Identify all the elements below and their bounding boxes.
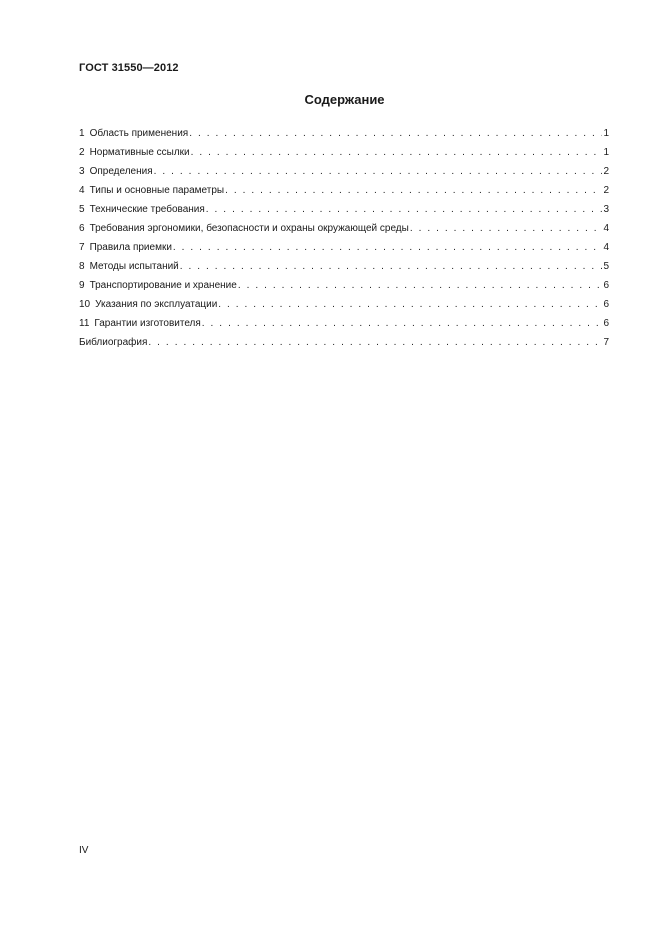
toc-entry-title: Область применения bbox=[89, 128, 189, 139]
toc-entry[interactable] bbox=[79, 162, 609, 181]
toc-entry[interactable] bbox=[79, 295, 609, 314]
toc-entry-number: 7 bbox=[79, 242, 85, 253]
dot-leader bbox=[206, 200, 603, 219]
dot-leader bbox=[225, 181, 602, 200]
toc-entry-number: 9 bbox=[79, 280, 85, 291]
toc-entry-number: 4 bbox=[79, 185, 85, 196]
toc-entry-title: Правила приемки bbox=[89, 242, 172, 253]
toc-entry-number: 10 bbox=[79, 299, 91, 310]
dot-leader bbox=[238, 276, 603, 295]
toc-entry-title: Транспортирование и хранение bbox=[89, 280, 237, 291]
toc-entry-page: 6 bbox=[603, 299, 609, 310]
page-number: IV bbox=[79, 845, 89, 856]
toc-entry-page: 1 bbox=[603, 147, 609, 158]
toc-entry-number: 6 bbox=[79, 223, 85, 234]
toc-entry-page: 2 bbox=[603, 185, 609, 196]
toc-entry[interactable] bbox=[79, 314, 609, 333]
toc-entry-page: 6 bbox=[603, 318, 609, 329]
toc-entry[interactable] bbox=[79, 219, 609, 238]
toc-entry-page: 5 bbox=[603, 261, 609, 272]
dot-leader bbox=[218, 295, 602, 314]
toc-entry[interactable] bbox=[79, 124, 609, 143]
toc-entry-bibliography[interactable] bbox=[79, 333, 609, 352]
toc-entry[interactable] bbox=[79, 200, 609, 219]
toc-entry[interactable] bbox=[79, 143, 609, 162]
dot-leader bbox=[173, 238, 603, 257]
document-code: ГОСТ 31550—2012 bbox=[79, 62, 179, 74]
toc-entry-page: 7 bbox=[603, 337, 609, 348]
toc-entry-number: 1 bbox=[79, 128, 85, 139]
toc-entry-title: Определения bbox=[89, 166, 153, 177]
dot-leader bbox=[148, 333, 602, 352]
toc-entry-title: Типы и основные параметры bbox=[89, 185, 225, 196]
toc-entry[interactable] bbox=[79, 276, 609, 295]
toc-entry-title: Нормативные ссылки bbox=[89, 147, 190, 158]
toc-entry-page: 4 bbox=[603, 223, 609, 234]
toc-entry-title: Гарантии изготовителя bbox=[94, 318, 201, 329]
dot-leader bbox=[410, 219, 603, 238]
toc-entry-number: 8 bbox=[79, 261, 85, 272]
dot-leader bbox=[202, 314, 603, 333]
toc-entry-title: Библиография bbox=[79, 337, 148, 348]
dot-leader bbox=[154, 162, 603, 181]
toc-entry-title: Указания по эксплуатации bbox=[95, 299, 218, 310]
toc-entry-number: 2 bbox=[79, 147, 85, 158]
dot-leader bbox=[191, 143, 603, 162]
toc-entry-number: 3 bbox=[79, 166, 85, 177]
toc-entry-page: 2 bbox=[603, 166, 609, 177]
toc-entry-page: 1 bbox=[603, 128, 609, 139]
toc-title: Содержание bbox=[304, 92, 385, 107]
toc-entry-title: Технические требования bbox=[89, 204, 205, 215]
dot-leader bbox=[189, 124, 602, 143]
toc-entry-title: Методы испытаний bbox=[89, 261, 179, 272]
toc-entry-title: Требования эргономики, безопасности и охраны окружающей среды bbox=[89, 223, 409, 234]
toc-entry-page: 3 bbox=[603, 204, 609, 215]
dot-leader bbox=[180, 257, 603, 276]
toc-entry-number: 5 bbox=[79, 204, 85, 215]
toc-entry[interactable] bbox=[79, 257, 609, 276]
table-of-contents bbox=[79, 124, 609, 352]
toc-entry-number: 11 bbox=[79, 318, 90, 329]
toc-entry-page: 4 bbox=[603, 242, 609, 253]
toc-entry-page: 6 bbox=[603, 280, 609, 291]
toc-entry[interactable] bbox=[79, 238, 609, 257]
toc-entry[interactable] bbox=[79, 181, 609, 200]
